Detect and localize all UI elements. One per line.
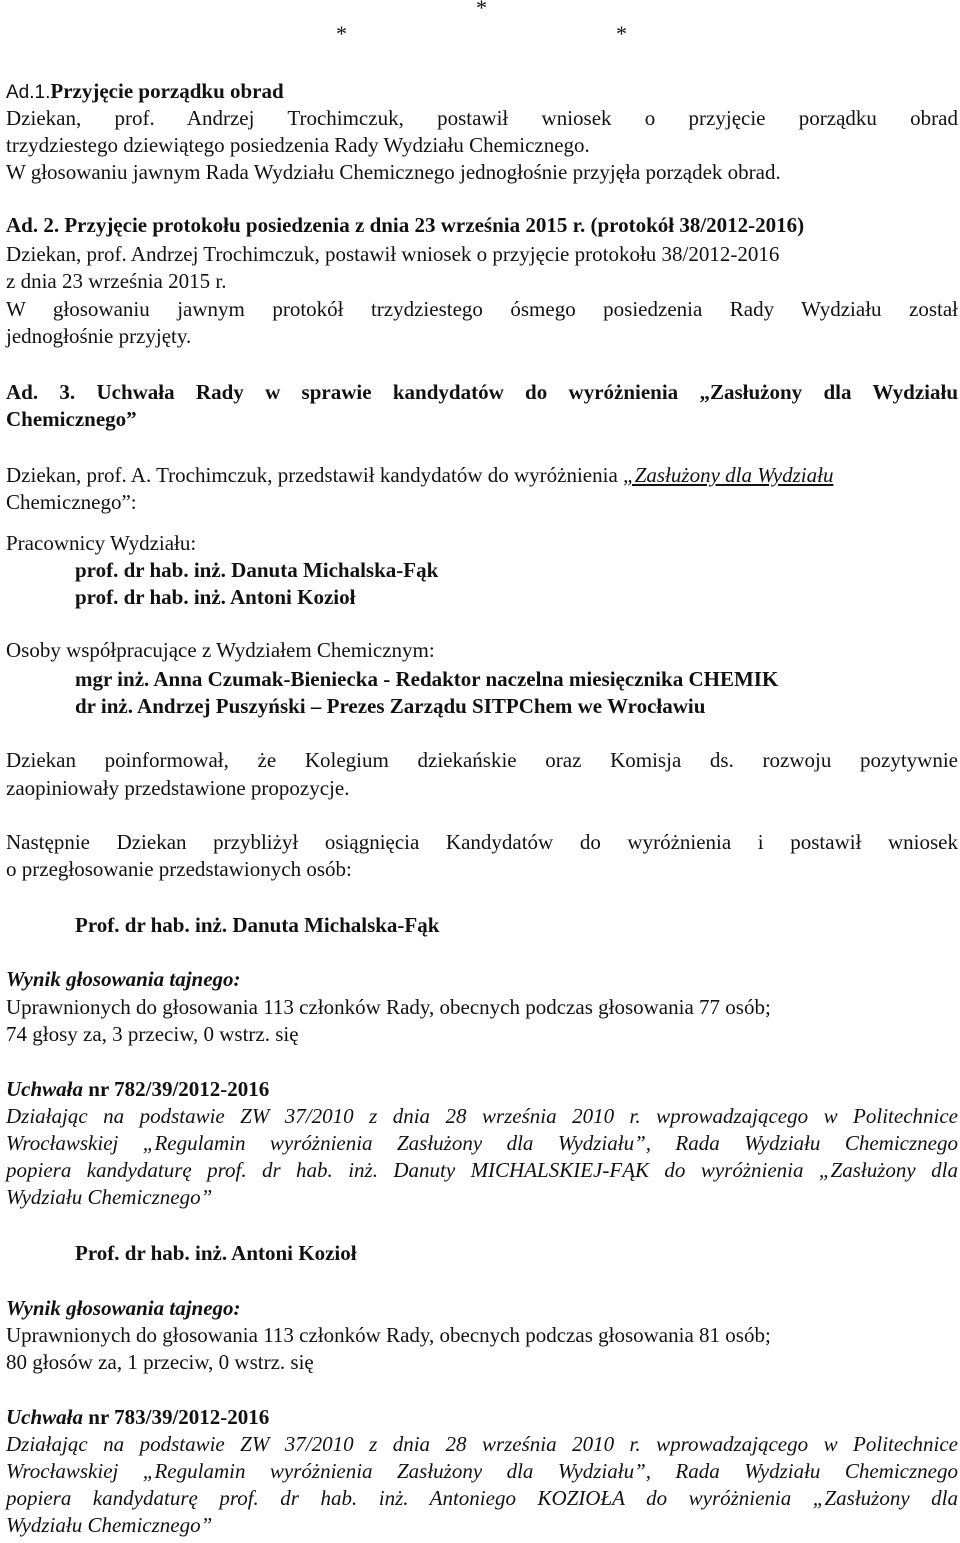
staff-item-2	[75, 584, 960, 611]
vote1-text2: Wrocławskiej „Regulamin wyróżnienia Zasłużony dla Wydziału”, Rada Wydziału Chemicznego	[6, 1131, 958, 1155]
info-line2: zaopiniowały przedstawione propozycje.	[6, 776, 350, 800]
vote2-candidate-text: Prof. dr hab. inż. Antoni Kozioł	[75, 1241, 357, 1265]
staff-item-1	[75, 557, 960, 584]
item1-line3: W głosowaniu jawnym Rada Wydziału Chemicznego jednogłośnie przyjęła porządek obrad.	[6, 160, 781, 184]
item3-heading-line2	[6, 406, 958, 433]
cooperator-item-2	[75, 693, 960, 720]
next-line2: o przegłosowanie przedstawionych osób:	[6, 857, 352, 881]
vote2-text4: Wydziału Chemicznego”	[6, 1513, 213, 1537]
item2-line2: z dnia 23 września 2015 r.	[6, 269, 227, 293]
vote2-line1: Uprawnionych do głosowania 113 członków Rady, obecnych podczas głosowania 81 osób;	[6, 1323, 771, 1347]
item2-line1: Dziekan, prof. Andrzej Trochimczuk, postawił wniosek o przyjęcie protokołu 38/2012-2016	[6, 242, 780, 266]
vote1-text4: Wydziału Chemicznego”	[6, 1185, 213, 1209]
item1-heading-title: Przyjęcie porządku obrad	[50, 79, 284, 103]
item2-heading-text: Ad. 2. Przyjęcie protokołu posiedzenia z dnia 23 września 2015 r. (protokół 38/2012-2016)	[6, 213, 805, 237]
item2-line3: W głosowaniu jawnym protokół trzydziestego ósmego posiedzenia Rady Wydziału został	[6, 297, 958, 321]
item2-line4: jednogłośnie przyjęty.	[6, 324, 192, 348]
item1-heading	[6, 78, 958, 106]
vote1-resolution-word: Uchwała	[6, 1077, 84, 1101]
vote2-text1: Działając na podstawie ZW 37/2010 z dnia 28 września 2010 r. wprowadzającego w Politechnice	[6, 1432, 958, 1456]
vote1-resolution	[6, 1076, 958, 1103]
vote1-result-label-text: Wynik głosowania tajnego:	[6, 967, 241, 991]
item3-intro-text: Dziekan, prof. A. Trochimczuk, przedstawił kandydatów do wyróżnienia	[6, 463, 624, 487]
vote1-text1: Działając na podstawie ZW 37/2010 z dnia 28 września 2010 r. wprowadzającego w Politechnice	[6, 1104, 958, 1128]
vote2-text3: popiera kandydaturę prof. dr hab. inż. Antoniego KOZIOŁA do wyróżnienia „Zasłużony dla	[6, 1486, 958, 1510]
item1-line2: trzydziestego dziewiątego posiedzenia Rady Wydziału Chemicznego.	[6, 133, 590, 157]
cooperators-label: Osoby współpracujące z Wydziałem Chemicznym:	[6, 638, 435, 662]
cooperator-item-1-text: mgr inż. Anna Czumak-Bieniecka - Redaktor naczelna miesięcznika CHEMIK	[75, 667, 779, 691]
vote2-result-label-text: Wynik głosowania tajnego:	[6, 1296, 241, 1320]
staff-label: Pracownicy Wydziału:	[6, 531, 197, 555]
staff-item-2-text: prof. dr hab. inż. Antoni Kozioł	[75, 585, 356, 609]
item3-heading-line1-text: Ad. 3. Uchwała Rady w sprawie kandydatów do wyróżnienia „Zasłużony dla Wydziału	[6, 380, 958, 404]
info-line1: Dziekan poinformował, że Kolegium dziekańskie oraz Komisja ds. rozwoju pozytywnie	[6, 748, 958, 772]
asterisk-left: *	[336, 21, 347, 46]
item3-heading-line1	[6, 379, 958, 406]
vote2-candidate	[75, 1240, 960, 1267]
item1-heading-prefix: Ad.1.	[6, 82, 51, 103]
vote1-line2: 74 głosy za, 3 przeciw, 0 wstrz. się	[6, 1022, 299, 1046]
vote2-result-label	[6, 1295, 958, 1322]
cooperator-item-1	[75, 666, 960, 693]
vote1-text3: popiera kandydaturę prof. dr hab. inż. Danuty MICHALSKIEJ-FĄK do wyróżnienia „Zasłużony dla	[6, 1158, 958, 1182]
vote1-line1: Uprawnionych do głosowania 113 członków Rady, obecnych podczas głosowania 77 osób;	[6, 995, 771, 1019]
asterisk-top: *	[476, 0, 487, 20]
vote2-resolution-word: Uchwała	[6, 1405, 84, 1429]
item3-intro-line2: Chemicznego”:	[6, 490, 137, 514]
vote2-resolution	[6, 1404, 958, 1431]
item3-heading-line2-text: Chemicznego”	[6, 407, 137, 431]
item3-intro-line1	[6, 462, 958, 489]
vote1-candidate-text: Prof. dr hab. inż. Danuta Michalska-Fąk	[75, 913, 440, 937]
item3-award-name: „Zasłużony dla Wydziału	[623, 463, 834, 487]
next-line1: Następnie Dziekan przybliżył osiągnięcia Kandydatów do wyróżnienia i postawił wniosek	[6, 830, 958, 854]
item2-heading	[6, 212, 958, 239]
asterisk-right: *	[616, 21, 627, 46]
cooperator-item-2-text: dr inż. Andrzej Puszyński – Prezes Zarządu SITPChem we Wrocławiu	[75, 694, 706, 718]
item1-line1: Dziekan, prof. Andrzej Trochimczuk, postawił wniosek o przyjęcie porządku obrad	[6, 106, 958, 130]
vote1-result-label	[6, 966, 958, 993]
vote2-line2: 80 głosów za, 1 przeciw, 0 wstrz. się	[6, 1350, 314, 1374]
staff-item-1-text: prof. dr hab. inż. Danuta Michalska-Fąk	[75, 558, 439, 582]
vote1-resolution-number: nr 782/39/2012-2016	[83, 1077, 270, 1101]
vote1-candidate	[75, 912, 960, 939]
vote2-text2: Wrocławskiej „Regulamin wyróżnienia Zasłużony dla Wydziału”, Rada Wydziału Chemicznego	[6, 1459, 958, 1483]
vote2-resolution-number: nr 783/39/2012-2016	[83, 1405, 270, 1429]
